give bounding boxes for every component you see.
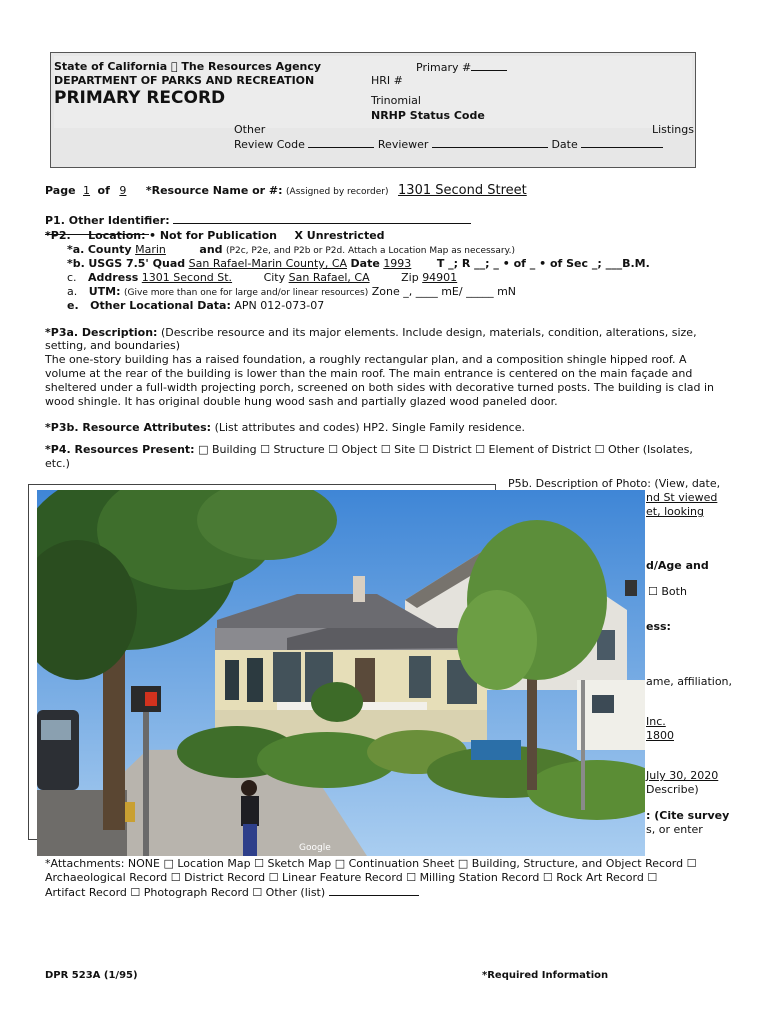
hri-label: HRI # bbox=[371, 74, 403, 87]
p6-fragment: d/Age and bbox=[646, 559, 709, 572]
attachments-line1: *Attachments: NONE □ Location Map ☐ Sketch Map □ Continuation Sheet □ Building, Structure, and Object Record ☐ bbox=[45, 857, 697, 870]
p10-fragment: Describe) bbox=[646, 783, 699, 796]
p3a-line1: The one-story building has a raised foundation, a roughly rectangular plan, and a composition shingle hipped roof. A bbox=[45, 353, 687, 366]
p11-fragment: : (Cite survey bbox=[646, 809, 730, 822]
p2b-line: *b. USGS 7.5' Quad San Rafael-Marin County, CA Date 1993 T _; R __; _ • of _ • of Sec _; ___B.M. bbox=[67, 257, 650, 270]
p3b-line: *P3b. Resource Attributes: (List attributes and codes) HP2. Single Family residence. bbox=[45, 421, 525, 434]
p8-fragment: ame, affiliation, bbox=[646, 675, 733, 688]
trinomial-label: Trinomial bbox=[371, 94, 421, 107]
fire-hydrant bbox=[125, 802, 135, 822]
p3a-line4: wood shingle. It has original double hung wood sash and partially glazed wood paneled door. bbox=[45, 395, 558, 408]
form-title: PRIMARY RECORD bbox=[54, 88, 226, 108]
other-label: Other bbox=[234, 123, 266, 136]
p5b-fragment-2: et, looking bbox=[646, 505, 704, 518]
p3a-hint2: setting, and boundaries) bbox=[45, 339, 181, 352]
p3a-line3: sheltered under a full-width projecting porch, screened on both sides with decorative turned posts. The building is clad in bbox=[45, 381, 715, 394]
attachments-line3: Artifact Record ☐ Photograph Record ☐ Other (list) bbox=[45, 885, 419, 899]
attachments-line2: Archaeological Record ☐ District Record ☐ Linear Feature Record ☐ Milling Station Record ☐ Rock Art Record ☐ bbox=[45, 871, 658, 884]
page-line: Page 1 of 9 *Resource Name or #: (Assigned by recorder) 1301 Second Street bbox=[45, 183, 527, 198]
p3a-line2: volume at the rear of the building is lower than the main roof. The main entrance is centered on the main façade and bbox=[45, 367, 693, 380]
department-line: DEPARTMENT OF PARKS AND RECREATION bbox=[54, 74, 315, 87]
p5b-label: P5b. Description of Photo: (View, date, bbox=[508, 477, 721, 490]
nrhp-label: NRHP Status Code bbox=[371, 109, 485, 122]
review-row: Review Code Reviewer Date bbox=[234, 137, 663, 151]
p6-both-fragment: ☐ Both bbox=[648, 585, 687, 598]
p8-fragment-2: Inc. bbox=[646, 715, 666, 728]
p9-date-fragment: July 30, 2020 bbox=[646, 769, 719, 782]
listings-label: Listings bbox=[652, 123, 694, 136]
p2c-line: c. Address 1301 Second St. City San Rafael, CA Zip 94901 bbox=[67, 271, 458, 284]
p4-line: *P4. Resources Present: □ Building ☐ Structure ☐ Object ☐ Site ☐ District ☐ Element of District ☐ Other (Isolates, bbox=[45, 443, 693, 456]
p2d-line: a. UTM: (Give more than one for large and/or linear resources) Zone _, ____ mE/ _____ mN bbox=[67, 285, 517, 298]
required-info: *Required Information bbox=[482, 970, 609, 981]
agency-line: State of California   The Resources Agency bbox=[54, 60, 322, 73]
p7-fragment: ess: bbox=[646, 620, 671, 633]
p8-fragment-3: 1800 bbox=[646, 729, 674, 742]
p1-line: P1. Other Identifier: bbox=[45, 213, 471, 227]
google-watermark: Google bbox=[299, 843, 331, 853]
p11-fragment-2: s, or enter bbox=[646, 823, 703, 836]
primary-label: Primary # bbox=[416, 60, 507, 74]
form-number: DPR 523A (1/95) bbox=[45, 970, 138, 981]
p2-line: *P2. Location: • Not for Publication X Unrestricted bbox=[45, 229, 385, 242]
p4-line2: etc.) bbox=[45, 457, 70, 470]
street-photo bbox=[37, 490, 645, 856]
p5b-fragment-1: nd St viewed bbox=[646, 491, 718, 504]
p2e-line: e. Other Locational Data: APN 012-073-07 bbox=[67, 299, 325, 312]
parked-car bbox=[37, 710, 79, 790]
p2a-line: *a. County Marin and (P2c, P2e, and P2b or P2d. Attach a Location Map as necessary.) bbox=[67, 243, 515, 256]
p3a-heading: *P3a. Description: (Describe resource and its major elements. Include design, materials, condition, alterations, size, bbox=[45, 326, 697, 339]
